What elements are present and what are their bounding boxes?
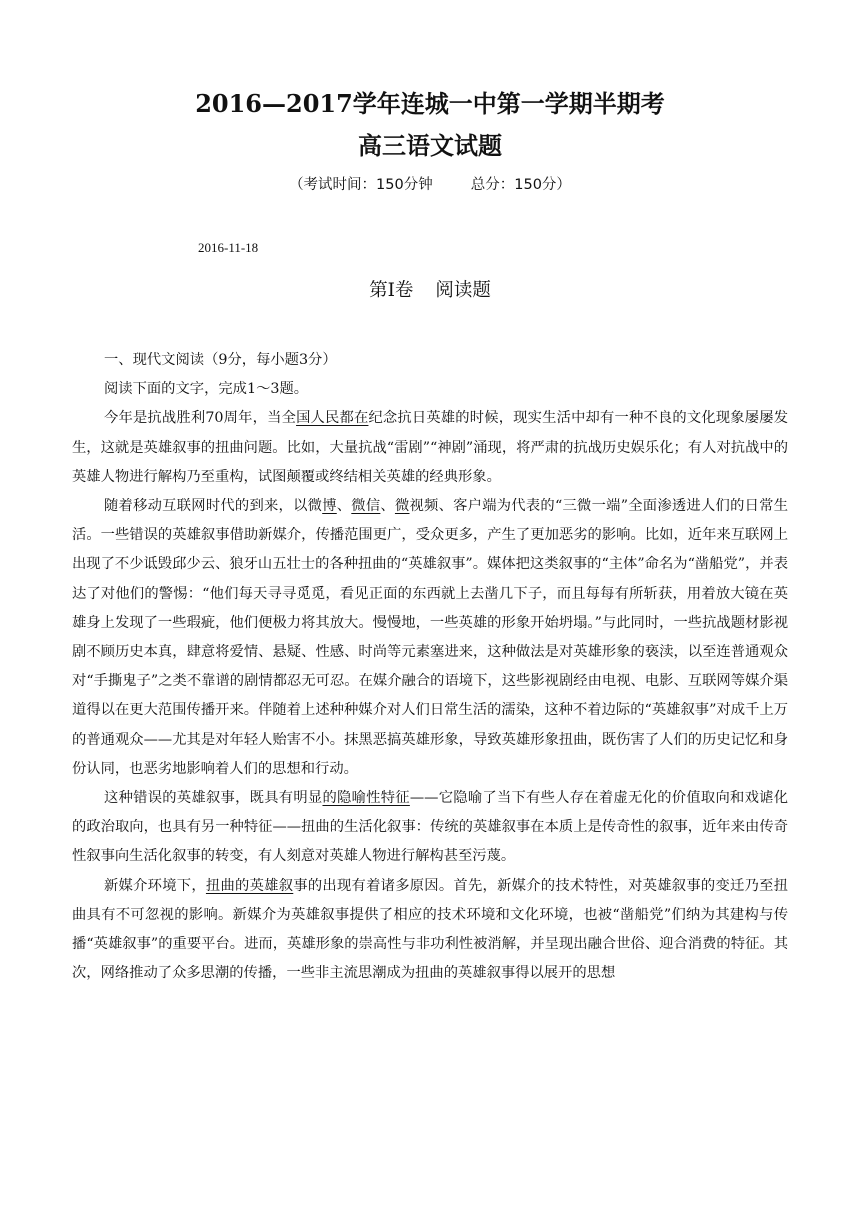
paragraph-3 (72, 784, 788, 872)
paragraph-text: 这种错误的英雄叙事，既具有明显 (104, 790, 323, 807)
paragraph-text: 事的出现有着诸多原因。首先，新媒介的技术特性，对英雄叙事的变迁乃至扭曲具有不可忽视的影响。新媒介为英雄叙事提供了相应的技术环境和文化环境，也被“凿船党”们纳为其建构与传播“英雄叙事”的重要平台。进而，英雄形象的崇高性与非功利性被消解，并呈现出融合世俗、迎合消费的特征。其次，网络推动了众多思潮的传播，一些非主流思潮成为扭曲的英雄叙事得以展开的思想 (72, 877, 789, 982)
underlined-text: 扭曲的英雄叙 (205, 877, 294, 894)
section-name: 阅读题 (435, 280, 491, 301)
reading-instruction: 阅读下面的文字，完成1～3题。 (104, 381, 309, 398)
reading-body (72, 346, 788, 988)
section-volume: 第Ⅰ卷 (369, 280, 414, 301)
total-score: 总分：150分） (470, 177, 571, 193)
underlined-text: 的隐喻性特征 (322, 790, 410, 807)
underlined-text: 国人民都在 (296, 410, 369, 427)
exam-info (0, 173, 860, 194)
paragraph-4 (72, 872, 788, 989)
paragraph-2 (72, 492, 788, 784)
paragraph-text: 视频、客户端为代表的“三微一端”全面渗透进人们的日常生活。一些错误的英雄叙事借助新媒介，传播范围更广，受众更多，产生了更加恶劣的影响。比如，近年来互联网上出现了不少诋毁邱少云、狼牙山五壮士的各种扭曲的“英雄叙事”。媒体把这类叙事的“主体”命名为“凿船党”，并表达了对他们的警惕：“他们每天寻寻觅觅，看见正面的东西就上去凿几下子，而且每每有所斩获，用着放大镜在英雄身上发现了一些瑕疵，他们便极力将其放大。慢慢地，一些英雄的形象开始坍塌。”与此同时，一些抗战题材影视剧不顾历史本真，肆意将爱情、悬疑、性感、时尚等元素塞进来，这种做法是对英雄形象的亵渎，以至连普通观众对“手撕鬼子”之类不靠谱的剧情都忍无可忍。在媒介融合的语境下，这些影视剧经由电视、电影、互联网等媒介渠道得以在更大范围传播开来。伴随着上述种种媒介对人们日常生活的濡染，这种不着边际的“英雄叙事”对成千上万的普通观众——尤其是对年轻人贻害不小。抹黑恶搞英雄形象，导致英雄形象扭曲，既伤害了人们的历史记忆和身份认同，也恶劣地影响着人们的思想和行动。 (72, 498, 789, 777)
exam-subtitle: 高三语文试题 (358, 131, 502, 160)
paragraph-text: 随着移动互联网时代的到来，以微 (104, 498, 323, 515)
paragraph-text: 今年是抗战胜利70周年，当全 (104, 410, 297, 427)
paragraph-text: ——它隐喻了当下有些人存在着虚无化的价值取向和戏谑化的政治取向，也具有另一种特征——扭曲的生活化叙事：传统的英雄叙事在本质上是传奇性的叙事，近年来由传奇性叙事向生活化叙事的转变，有人刻意对英雄人物进行解构甚至污蔑。 (72, 790, 789, 865)
underlined-text: 微 (394, 498, 410, 515)
paragraph-text: 、 (336, 498, 352, 515)
paragraph-text: 、 (380, 498, 395, 515)
question-heading: 一、现代文阅读（9分，每小题3分） (104, 352, 337, 368)
paragraph-text: 纪念抗日英雄的时候，现实生活中却有一种不良的文化现象屡屡发生，这就是英雄叙事的扭曲问题。比如，大量抗战“雷剧”“神剧”涌现，将严肃的抗战历史娱乐化；有人对抗战中的英雄人物进行解构乃至重构，试图颠覆或终结相关英雄的经典形象。 (72, 410, 788, 485)
underlined-text: 微信 (351, 498, 381, 515)
paragraph-text: 新媒介环境下， (104, 877, 206, 894)
exam-time: （考试时间：150分钟 (289, 177, 433, 193)
exam-date: 2016-11-18 (198, 240, 259, 255)
underlined-text: 博 (322, 498, 337, 515)
exam-title: 2016—2017学年连城一中第一学期半期考 (195, 89, 665, 118)
paragraph-1 (72, 404, 788, 492)
section-title (0, 276, 860, 302)
